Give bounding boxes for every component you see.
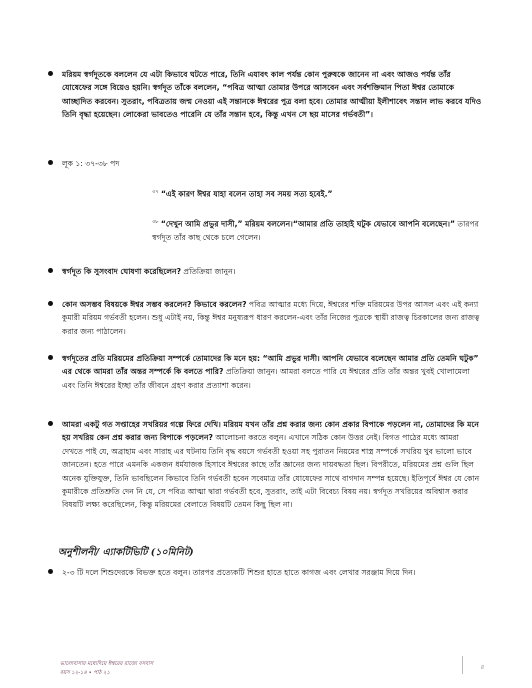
answer-text: প্রতিক্রিয়া জানুন। আমরা বলতে পারি যে ঈশ্বরের প্রতি তাঁর অন্তর খুবই খোলামেলা এবং তিনি ঈশ্বরের ইচ্ছা তাঁর জীবনে গ্রহণ করার প্রত্যাশা করেন। (62, 367, 470, 390)
list-item (62, 298, 482, 338)
answer-text: পবিত্র আত্মার মধ্যে দিয়ে, ঈশ্বরের শক্তি মরিয়মের উপর আসল এবং এই কন্যা কুমারী মরিয়ম গর্ভবতী হলেন। শুধু এটাই নয়, কিন্তু ঈশ্বর মনুষ্যরূপ ধারণ করলেন-এবং তাঁর নিজের পুত্রকে স্থায়ী রাজত্ব চিরকালের জন্য রাজত্ব করার জন্য পাঠালেন। (62, 300, 480, 336)
verse-text: “দেখুন আমি প্রভুর দাসী,” মরিয়ম বললেন।“আমার প্রতি তাহাই ঘটুক যেভাবে আপনি বলেছেন।” (160, 219, 455, 229)
question-text: আমরা একটু গত সপ্তাহের সখরিয়র গল্পে ফিরে দেখি। মরিয়ম যখন তাঁর প্রশ্ন করার জন্য কোন প্রকার বিপাকে পড়লেন না, তোমাদের কি মনে হয় সখরিয় কেন প্রশ্ন করার জন্য বিপাকে পড়লেন? (62, 420, 479, 443)
question-paragraph (62, 418, 482, 512)
scripture-reference: লূক ১: ৩৭-৩৮ পদ (62, 159, 120, 168)
list-item (62, 352, 482, 392)
list-item (62, 265, 482, 278)
bullet-icon (48, 268, 53, 273)
list-item (62, 157, 482, 170)
bullet-icon (48, 301, 53, 306)
bullet-icon (48, 569, 53, 574)
verse-text-rest: তারপর স্বর্গদূত তাঁর কাছ থেকে চলে গেলেন। (152, 219, 479, 242)
activity-instruction: ২-৩ টি দলে শিশুদেরকে বিভক্ত হতে বলুন। তারপর প্রত্যেকটি শিশুর হাতে হাতে কাগজ এবং লেখার সরঞ্জাম দিয়ে দিন। (62, 568, 416, 577)
footer-divider (462, 656, 463, 674)
question-paragraph (62, 298, 482, 338)
footer-lesson-info: বয়স ১২-১৪ • পাঠ ২১ (60, 669, 110, 676)
verse-text: “এই কারণ ঈশ্বর যাহা বলেন তাহা সব সময় সত্য হবেই.” (160, 189, 333, 199)
bullet-icon (48, 71, 53, 76)
section-title: অনুশীলনী/ এ্যাকটিভিটি (১০মিনিট) (58, 547, 194, 558)
answer-text: আলোচনা করতে বলুন। এখানে সঠিক কোন উত্তর নেই। বিগত পাঠের মধ্যে আমরা দেখতে পাই যে, অব্রাহাম এবং সারাহ এর ঘটনায় তিনি বৃদ্ধ বয়সে গর্ভবতী হওয়া সহ পুরাতন নিয়মের শাস্ত্র সম্পর্কে সখরিয় খুব ভালো ভাবে জানতেন। হতে পারে এমনকি একজন ধর্মযাজক হিসাবে ঈশ্বরের কাছে তাঁর জ্ঞানের জন্য দায়বদ্ধতা ছিল। বিপরীতে, মরিয়মের প্রশ্ন গুলি ছিল অনেক যুক্তিযুক্ত, তিনি ভাবছিলেন কিভাবে তিনি গর্ভবতী হবেন সবেমাত্র তাঁর যোষেফের সাথে বাগদান সম্পন্ন হয়েছে। ইতিপূর্বে ঈশ্বর যে কোন কুমারীকে প্রতিশ্রুতি দেন নি যে, সে পবিত্র আত্মা দ্বারা গর্ভবতী হবে, সুতরাং, তাই এটা বিবেচ্য বিষয় নয়। স্বর্গদূত সখরিয়ের অবিশ্বাস করার বিষয়টি লক্ষ্য করেছিলেন, কিন্তু মরিয়মের বেলাতে বিষয়টি তেমন কিছু ছিল না। (62, 433, 480, 510)
question-paragraph (62, 265, 482, 278)
page-number: ৪ (480, 664, 484, 671)
verse-number: ৩৭ (152, 189, 159, 195)
verse-37 (152, 186, 482, 201)
page-footer (60, 660, 153, 677)
bullet-icon (48, 160, 53, 165)
paragraph-angel-message: মরিয়ম স্বর্গদূতকে বললেন যে এটা কিভাবে ঘটতে পারে, তিনি এযাবৎ কাল পর্যন্ত কোন পুরুষকে জানেন না এবং আজও পর্যন্ত তাঁর যোষেফের সঙ্গে বিয়েও হয়নি। স্বর্গদূত তাঁকে বললেন, “পবিত্র আত্মা তোমার উপরে আসবেন এবং সর্বশক্তিমান পিতা ঈশ্বর তোমাকে আচ্ছাদিত করবেন। সুতরাং, পবিত্রতায় জন্ম নেওয়া এই সন্তানকে ঈশ্বরের পুত্র বলা হবে। তোমার আত্মীয়া ইলীশাবেৎ সন্তান লাভ করবে যদিও তিনি বৃদ্ধা হয়েছেন। লোকেরা ভাবতেও পারেনি যে তাঁর সন্তান হবে, কিন্তু এখন সে ছয় মাসের গর্ভবতী”। (62, 70, 482, 120)
question-paragraph (62, 352, 482, 392)
question-text: কোন অসম্ভব বিষয়কে ঈশ্বর সম্ভব করলেন? কিভাবে করলেন? (62, 300, 247, 309)
verse-number: ৩৮ (152, 219, 159, 225)
question-text: স্বর্গদূতের প্রতি মরিয়মের প্রতিক্রিয়া সম্পর্কে তোমাদের কি মনে হয়: “আমি প্রভুর দাসী। আপনি যেভাবে বলেছেন আমার প্রতি তেমনি ঘটুক” এর থেকে আমরা তাঁর অন্তর সম্পর্কে কি বলতে পারি? (62, 354, 479, 377)
bullet-icon (48, 421, 53, 426)
list-item (62, 566, 482, 579)
list-item (62, 68, 482, 122)
verse-38 (152, 216, 482, 244)
list-item (62, 418, 482, 512)
bullet-icon (48, 355, 53, 360)
footer-series-title: ভালোবাসার মধ্যেদিয়ে ঈশ্বরের রাজ্যে বসবাস (60, 661, 154, 667)
question-text: স্বর্গদূত কি সুসংবাদ ঘোষণা করেছিলেন? (62, 267, 181, 276)
instruction-text: প্রতিক্রিয়া জানুন। (180, 267, 236, 276)
